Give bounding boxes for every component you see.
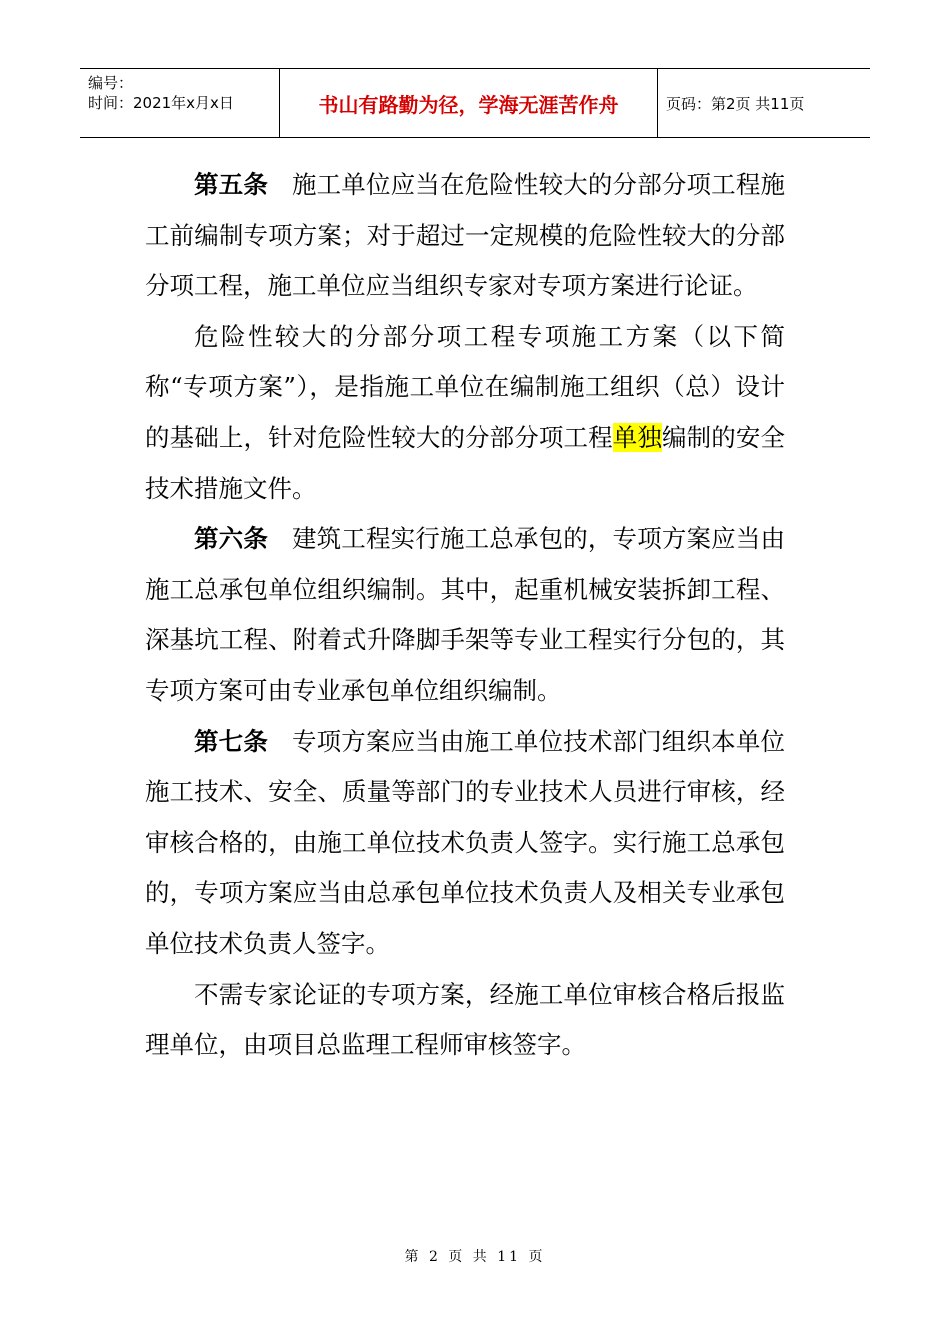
article-number: 第五条 — [194, 170, 268, 199]
article-number: 第七条 — [194, 726, 268, 756]
paragraph-text: 危险性较大的分部分项工程专项施工方案（以下简称“专项方案”），是指施工单位在编制施工组织（总）设计的基础上，针对危险性较大的分部分项工程 — [145, 321, 785, 452]
header-page-info: 页码：第2页 共11页 — [666, 94, 805, 113]
paragraph-text: 建筑工程实行施工总承包的，专项方案应当由施工总承包单位组织编制。其中，起重机械安装拆卸工程、深基坑工程、附着式升降脚手架等专业工程实行分包的，其专项方案可由专业承包单位组织编制。 — [145, 524, 786, 705]
paragraph-no-expert — [145, 970, 785, 1071]
paragraph-article-6 — [145, 514, 785, 716]
header-meta — [80, 69, 280, 137]
page-header — [80, 68, 870, 138]
paragraph-text: 不需专家论证的专项方案，经施工单位审核合格后报监理单位，由项目总监理工程师审核签字。 — [145, 979, 785, 1060]
article-number: 第六条 — [194, 524, 268, 554]
page-footer: 第 2 页 共 11 页 — [404, 1249, 546, 1265]
paragraph-article-7 — [145, 717, 785, 970]
paragraph-article-5 — [145, 160, 785, 312]
header-motto: 书山有路勤为径，学海无涯苦作舟 — [280, 69, 658, 137]
highlighted-text: 单独 — [612, 422, 663, 452]
paragraph-text: 专项方案应当由施工单位技术部门组织本单位施工技术、安全、质量等部门的专业技术人员进行审核，经审核合格的，由施工单位技术负责人签字。实行施工总承包的，专项方案应当由总承包单位技术负责人及相关专业承包单位技术负责人签字。 — [145, 726, 786, 958]
document-body — [145, 160, 785, 1071]
paragraph-text: 编制的安全技术措施文件。 — [145, 422, 786, 503]
paragraph-definition — [145, 312, 785, 514]
time-label: 时间：2021年x月x日 — [88, 94, 234, 112]
paragraph-text: 施工单位应当在危险性较大的分部分项工程施工前编制专项方案；对于超过一定规模的危险性较大的分部分项工程，施工单位应当组织专家对专项方案进行论证。 — [145, 170, 786, 301]
number-label: 编号： — [88, 74, 134, 92]
